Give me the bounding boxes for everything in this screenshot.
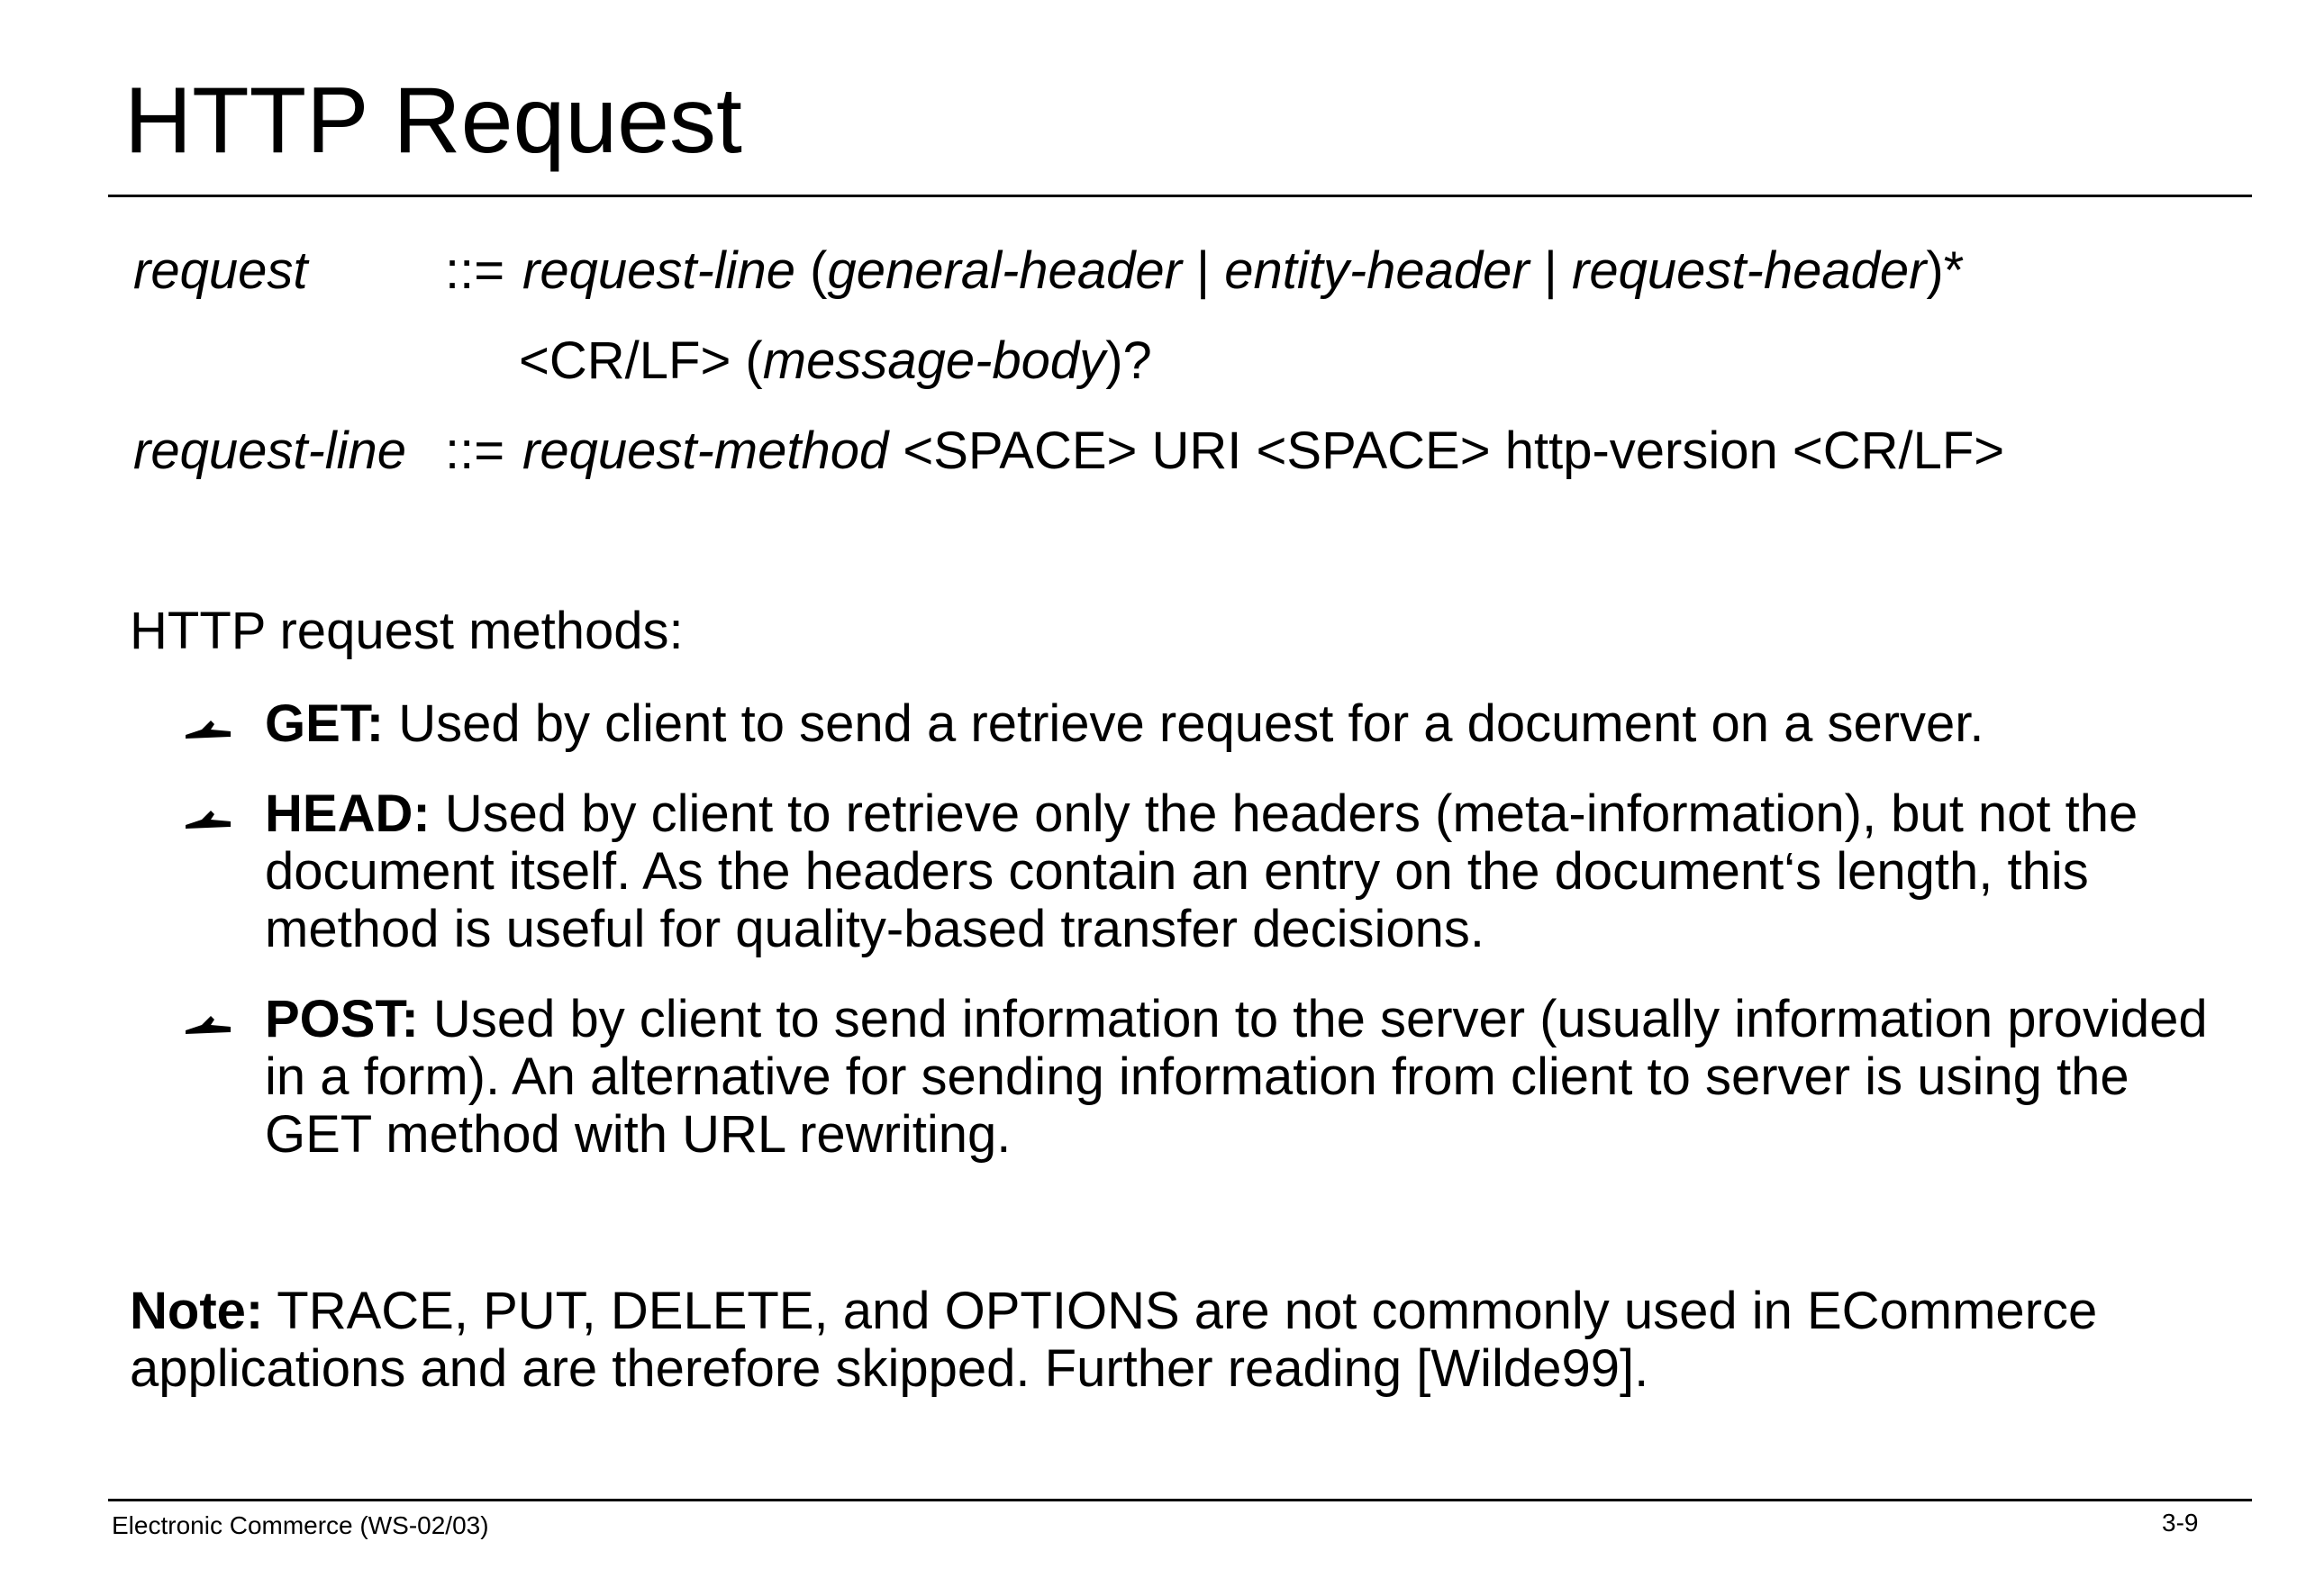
methods-heading: HTTP request methods: — [130, 602, 684, 660]
note-paragraph — [130, 1283, 2202, 1398]
slide-title: HTTP Request — [124, 68, 742, 173]
method-get-description: Used by client to send a retrieve request for a document on a server. — [384, 694, 1984, 753]
method-head-description: Used by client to retrieve only the headers (meta-information), but not the document itself. As the headers contain an entry on the document‘s length, this method is useful for quality-based transfer decisions. — [265, 784, 2138, 958]
method-post — [265, 991, 2211, 1164]
hand-pointer-bullet-icon — [184, 1003, 234, 1039]
note-text: TRACE, PUT, DELETE, and OPTIONS are not commonly used in ECommerce applications and are therefore skipped. Further reading [Wilde99]. — [130, 1282, 2098, 1398]
grammar-paren-close-star: )* — [1926, 241, 1965, 300]
hand-pointer-bullet-icon — [184, 708, 234, 744]
grammar-separator-1: | — [1181, 241, 1225, 300]
footer-page-number: 3-9 — [2162, 1509, 2199, 1537]
hand-pointer-bullet-icon — [184, 798, 234, 834]
method-get — [265, 695, 2211, 753]
method-head — [265, 785, 2211, 958]
grammar-line-1 — [522, 241, 1965, 300]
title-divider — [108, 195, 2252, 197]
footer-course: Electronic Commerce (WS-02/03) — [112, 1511, 489, 1539]
grammar-defines-1: ::= — [445, 241, 505, 300]
method-post-description: Used by client to send information to the server (usually information provided in a form). An alternative for sending information from client to server is using the GET method with URL rewriting. — [265, 990, 2208, 1164]
method-post-name: POST: — [265, 990, 419, 1048]
grammar-line-2 — [519, 331, 1152, 390]
grammar-term-request-line: request-line — [133, 422, 407, 480]
method-get-name: GET: — [265, 694, 385, 753]
grammar-message-body: message-body — [762, 331, 1106, 390]
grammar-entity-header: entity-header — [1224, 241, 1530, 300]
grammar-term-request: request — [133, 241, 308, 300]
method-head-name: HEAD: — [265, 784, 431, 843]
grammar-request-line-ref: request-line — [522, 241, 796, 300]
note-label: Note: — [130, 1282, 264, 1340]
grammar-general-header: general-header — [827, 241, 1182, 300]
grammar-request-method: request-method — [522, 422, 889, 480]
grammar-paren-open: ( — [795, 241, 828, 300]
grammar-separator-2: | — [1529, 241, 1573, 300]
grammar-defines-2: ::= — [445, 422, 505, 480]
grammar-line-3 — [522, 422, 2005, 480]
grammar-paren-close-optional: )? — [1105, 331, 1152, 390]
grammar-request-header: request-header — [1572, 241, 1927, 300]
grammar-request-line-rest: <SPACE> URI <SPACE> http-version <CR/LF> — [888, 422, 2005, 480]
grammar-crlf: <CR/LF> ( — [519, 331, 763, 390]
footer-divider — [108, 1499, 2252, 1501]
